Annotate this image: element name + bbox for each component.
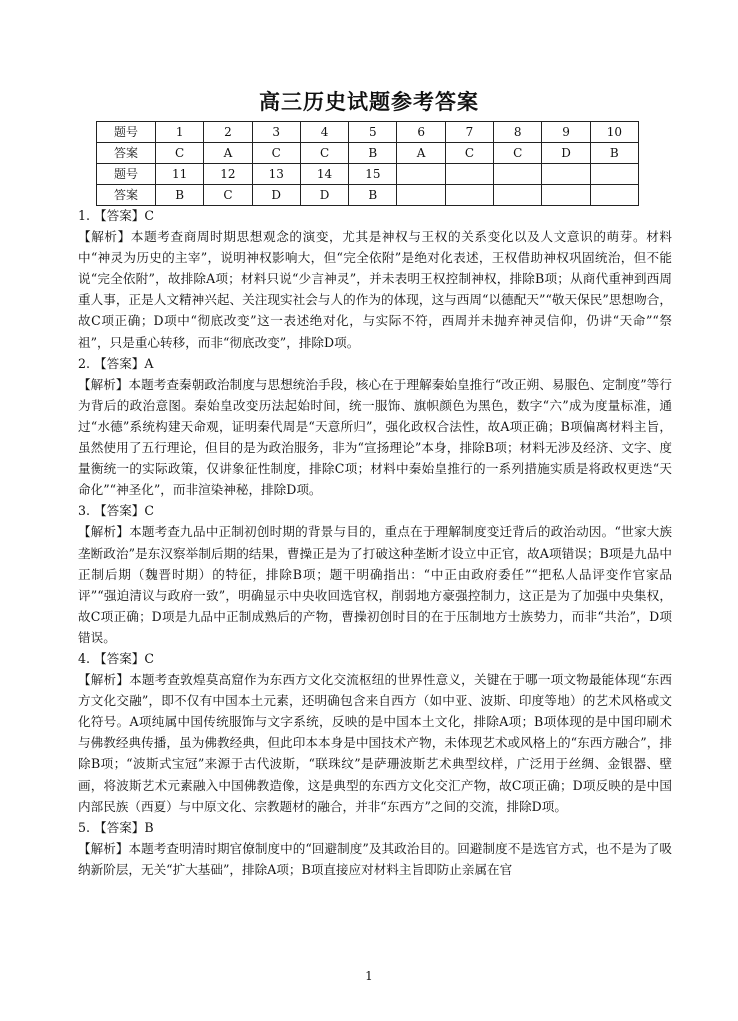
table-cell: B [349,185,397,206]
table-cell: 12 [204,164,252,185]
table-cell: 5 [349,122,397,143]
table-cell: C [494,143,542,164]
table-cell: 6 [397,122,445,143]
question-1-answer: 1. 【答案】C [78,208,155,223]
table-row [97,143,639,164]
table-cell [542,185,590,206]
table-cell [590,185,638,206]
table-cell: 3 [252,122,300,143]
table-cell: C [300,143,348,164]
table-row-label: 答案 [97,143,156,164]
table-row [97,185,639,206]
table-cell [542,164,590,185]
table-cell [494,164,542,185]
table-cell [590,164,638,185]
table-cell: D [252,185,300,206]
answer-explanations [78,205,672,880]
table-cell: 8 [494,122,542,143]
table-cell: 1 [156,122,204,143]
table-cell: B [156,185,204,206]
table-cell: D [542,143,590,164]
table-cell: 13 [252,164,300,185]
question-3-answer: 3. 【答案】C [78,503,155,519]
page-number: 1 [365,969,373,983]
question-3-analysis: 【解析】本题考查九品中正制初创时期的背景与目的，重点在于理解制度变迁背后的政治动因。“世家大族垄断政治”是东汉察举制后期的结果，曹操正是为了打破这种垄断才设立中正官，故A项错误；B项是九品中正制后期（魏晋时期）的特征，排除B项；题干明确指出：“中正由政府委任”“把私人品评变作官家品评”“强迫清议与政府一致”，明确显示中央收回选官权，削弱地方豪强控制力，这正是为了加强中央集权，故C项正确；D项是九品中正制成熟后的产物，曹操初创时目的在于压制地方士族势力，而非“共治”，D项错误。 [78,524,672,645]
table-cell [494,185,542,206]
table-cell: 7 [445,122,493,143]
question-4-analysis: 【解析】本题考查敦煌莫高窟作为东西方文化交流枢纽的世界性意义，关键在于哪一项文物最能体现“东西方文化交融”，即不仅有中国本土元素，还明确包含来自西方（如中亚、波斯、印度等地）的艺术风格或文化符号。A项纯属中国传统服饰与文字系统，反映的是中国本土文化，排除A项；B项体现的是中国印刷术与佛教经典传播，虽为佛教经典，但此印本本身是中国技术产物，未体现艺术或风格上的“东西方融合”，排除B项；“波斯式宝冠”来源于古代波斯，“联珠纹”是萨珊波斯艺术典型纹样，广泛用于丝绸、金银器、壁画，将波斯艺术元素融入中国佛教造像，这是典型的东西方文化交汇产物，故C项正确；D项反映的是中国内部民族（西夏）与中原文化、宗教题材的融合，并非“东西方”之间的交流，排除D项。 [78,672,672,814]
answer-table [96,121,639,206]
question-2-analysis: 【解析】本题考查秦朝政治制度与思想统治手段，核心在于理解秦始皇推行“改正朔、易服色、定制度”等行为背后的政治意图。秦始皇改变历法起始时间，统一服饰、旗帜颜色为黑色，数字“六”成为度量标准，通过“水德”系统构建天命观，证明秦代周是“天意所归”，强化政权合法性，故A项正确；B项偏离材料主旨，虽然使用了五行理论，但目的是为政治服务，非为“宣扬理论”本身，排除B项；材料无涉及经济、文字、度量衡统一的实际政策，仅讲象征性制度，排除C项；材料中秦始皇推行的一系列措施实质是将政权更迭“天命化”“神圣化”，而非渲染神秘，排除D项。 [78,376,672,498]
table-cell: C [156,143,204,164]
table-cell: B [590,143,638,164]
table-cell: 14 [300,164,348,185]
table-cell: C [445,143,493,164]
table-row-label: 题号 [97,122,156,143]
table-cell: C [204,185,252,206]
table-cell: A [204,143,252,164]
page-title: 高三历史试题参考答案 [259,90,479,114]
table-cell [397,164,445,185]
question-5-answer: 5. 【答案】B [78,819,154,835]
question-1-analysis: 【解析】本题考查商周时期思想观念的演变，尤其是神权与王权的关系变化以及人文意识的萌芽。材料中“神灵为历史的主宰”，说明神权影响大，但“完全依附”是绝对化表述，王权借助神权巩固统治，但不能说“完全依附”，故排除A项；材料只说“少言神灵”，并未表明王权控制神权，排除B项；从商代重神到西周重人事，正是人文精神兴起、关注现实社会与人的作为的体现，这与西周“以德配天”“敬天保民”思想吻合，故C项正确；D项中“彻底改变”这一表述绝对化，与实际不符，西周并未抛弃神灵信仰，仍讲“天命”“祭祖”，只是重心转移，而非“彻底改变”，排除D项。 [78,229,672,350]
table-cell [445,185,493,206]
table-row [97,122,639,143]
table-cell: B [349,143,397,164]
table-cell: C [252,143,300,164]
table-cell: 9 [542,122,590,143]
table-row-label: 答案 [97,185,156,206]
table-cell: A [397,143,445,164]
question-4-answer: 4. 【答案】C [78,650,155,666]
table-cell [397,185,445,206]
table-row-label: 题号 [97,164,156,185]
table-row [97,164,639,185]
question-2-answer: 2. 【答案】A [78,355,154,371]
table-cell: D [300,185,348,206]
table-cell: 15 [349,164,397,185]
question-5-analysis: 【解析】本题考查明清时期官僚制度中的“回避制度”及其政治目的。回避制度不是选官方式，也不是为了吸纳新阶层，无关“扩大基础”，排除A项；B项直接应对材料主旨即防止亲属在官 [78,840,672,877]
table-cell [445,164,493,185]
table-cell: 2 [204,122,252,143]
table-cell: 11 [156,164,204,185]
table-cell: 4 [300,122,348,143]
table-cell: 10 [590,122,638,143]
